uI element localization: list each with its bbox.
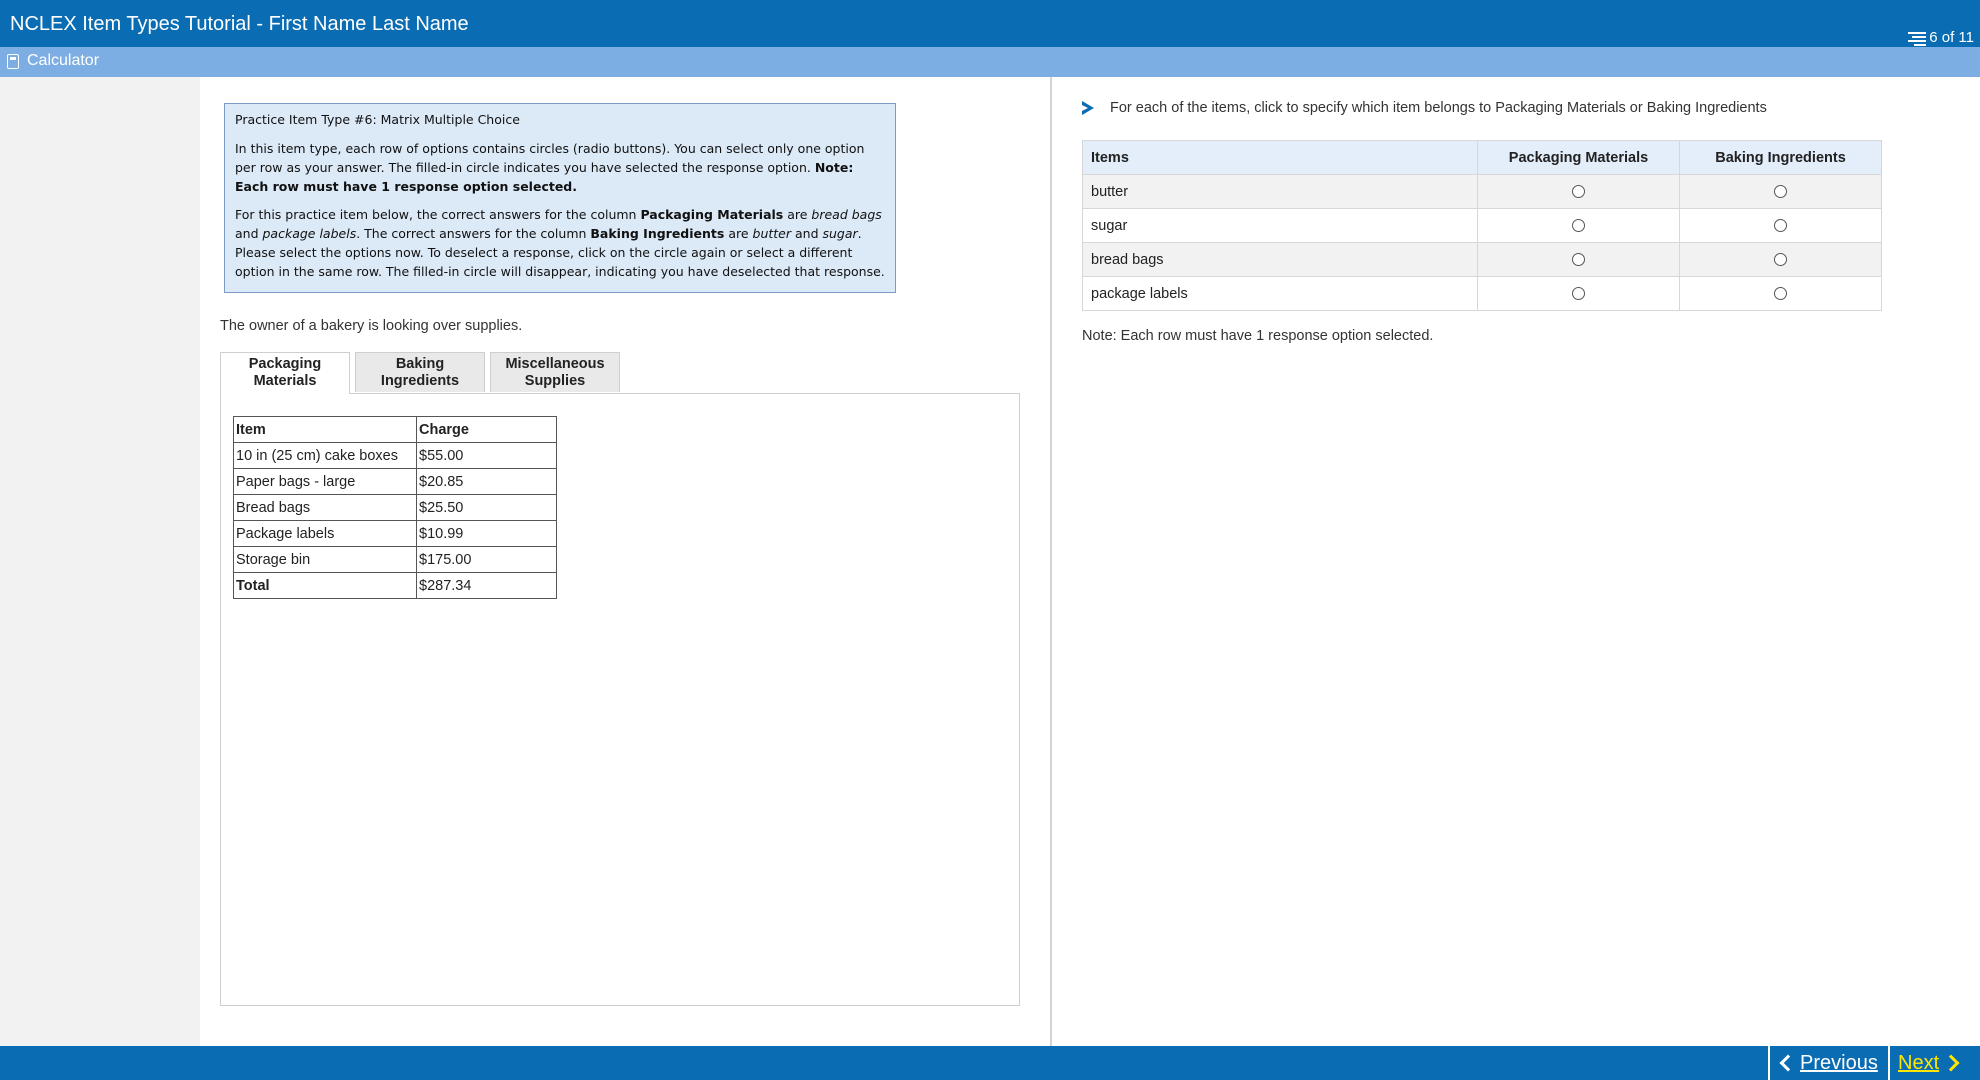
- radio-butter-baking[interactable]: [1774, 185, 1787, 198]
- table-row: [234, 547, 557, 573]
- tab-miscellaneous-supplies[interactable]: [490, 352, 620, 392]
- tab-panel: [220, 393, 1020, 1006]
- radio-cell: [1680, 175, 1882, 209]
- calculator-label: Calculator: [27, 52, 100, 69]
- item-counter-text: 6 of 11: [1929, 29, 1974, 46]
- radio-bread-bags-packaging[interactable]: [1572, 253, 1585, 266]
- chevron-right-icon: [1943, 1055, 1960, 1072]
- list-icon: [1908, 31, 1926, 45]
- tab-label-line: Packaging: [248, 356, 322, 372]
- total-label: [234, 573, 417, 599]
- radio-cell: [1478, 243, 1680, 277]
- charge-cell: $55.00: [417, 443, 557, 469]
- total-label-text: Total: [236, 577, 270, 594]
- table-header-row: [234, 417, 557, 443]
- item-cell: Package labels: [234, 521, 417, 547]
- tab-packaging-materials[interactable]: [220, 352, 350, 394]
- column-header-packaging: Packaging Materials: [1478, 141, 1680, 175]
- question-prompt-text: For each of the items, click to specify which item belongs to Packaging Materials or Baking Ingredients: [1110, 100, 1767, 116]
- matrix-row: [1083, 209, 1882, 243]
- table-row: [234, 469, 557, 495]
- instructions-paragraph-1: [235, 139, 885, 196]
- instructions-text: and: [791, 226, 823, 241]
- instructions-text: are: [783, 207, 812, 222]
- instructions-italic: butter: [752, 226, 792, 241]
- matrix-row-label: package labels: [1083, 277, 1478, 311]
- instructions-p1-text: In this item type, each row of options contains circles (radio buttons). You can select only one option per row as your answer. The filled-in circle indicates you have selected the response option.: [235, 141, 865, 175]
- column-header-item: Item: [234, 417, 417, 443]
- instructions-bold: Packaging Materials: [640, 207, 784, 222]
- radio-cell: [1478, 209, 1680, 243]
- instructions-text: . The correct answers for the column: [356, 226, 591, 241]
- column-header-charge: Charge: [417, 417, 557, 443]
- next-label: Next: [1898, 1051, 1940, 1074]
- calculator-button[interactable]: [7, 52, 99, 70]
- matrix-row-label: butter: [1083, 175, 1478, 209]
- item-counter: [1908, 29, 1974, 46]
- radio-butter-packaging[interactable]: [1572, 185, 1585, 198]
- column-header-baking: Baking Ingredients: [1680, 141, 1882, 175]
- item-cell: 10 in (25 cm) cake boxes: [234, 443, 417, 469]
- matrix-header-row: [1083, 141, 1882, 175]
- instructions-text: and: [235, 226, 263, 241]
- instructions-p1-note: Note: Each row must have 1 response option selected.: [235, 160, 854, 194]
- instructions-box: [224, 103, 896, 293]
- charge-cell: $10.99: [417, 521, 557, 547]
- table-row: [234, 521, 557, 547]
- instructions-bold: Baking Ingredients: [590, 226, 725, 241]
- radio-cell: [1478, 277, 1680, 311]
- window-title: NCLEX Item Types Tutorial - First Name Last Name: [10, 13, 469, 35]
- radio-sugar-baking[interactable]: [1774, 219, 1787, 232]
- radio-cell: [1680, 209, 1882, 243]
- next-button[interactable]: [1888, 1046, 1980, 1080]
- previous-button[interactable]: [1768, 1046, 1888, 1080]
- matrix-row-label: sugar: [1083, 209, 1478, 243]
- previous-label: Previous: [1800, 1051, 1878, 1074]
- instructions-text: . Please select the options now. To deselect a response, click on the circle again or select a different option in the same row. The filled-in circle will disappear, indicating you have deselected that response.: [235, 226, 885, 279]
- item-cell: Storage bin: [234, 547, 417, 573]
- supplies-table: [233, 416, 557, 599]
- matrix-row: [1083, 243, 1882, 277]
- radio-bread-bags-baking[interactable]: [1774, 253, 1787, 266]
- matrix-question-table: [1082, 140, 1882, 311]
- tab-label-line: Baking: [395, 356, 445, 372]
- tab-label-line: Miscellaneous: [505, 356, 605, 372]
- instructions-italic: bread bags: [811, 207, 882, 222]
- instructions-italic: package labels: [262, 226, 357, 241]
- tab-label-line: Materials: [253, 373, 317, 389]
- instructions-title: Practice Item Type #6: Matrix Multiple Choice: [235, 112, 520, 127]
- toolbar: [0, 47, 1980, 77]
- tab-label-line: Ingredients: [380, 373, 460, 389]
- charge-cell: $175.00: [417, 547, 557, 573]
- column-header-items: Items: [1083, 141, 1478, 175]
- left-gutter: [0, 77, 200, 1046]
- total-value: $287.34: [417, 573, 557, 599]
- instructions-italic: sugar: [822, 226, 858, 241]
- tab-label-line: Supplies: [524, 373, 586, 389]
- radio-package-labels-packaging[interactable]: [1572, 287, 1585, 300]
- matrix-row-label: bread bags: [1083, 243, 1478, 277]
- matrix-row: [1083, 277, 1882, 311]
- instructions-paragraph-2: [235, 205, 885, 281]
- pane-divider[interactable]: [1050, 77, 1052, 1046]
- charge-cell: $25.50: [417, 495, 557, 521]
- title-bar: [0, 0, 1980, 47]
- radio-cell: [1680, 243, 1882, 277]
- radio-package-labels-baking[interactable]: [1774, 287, 1787, 300]
- item-cell: Bread bags: [234, 495, 417, 521]
- instructions-text: are: [724, 226, 753, 241]
- chevron-left-icon: [1780, 1055, 1797, 1072]
- table-row: [234, 443, 557, 469]
- tab-baking-ingredients[interactable]: [355, 352, 485, 392]
- footer-bar: [0, 1046, 1980, 1080]
- calculator-icon: [7, 54, 19, 69]
- exhibit-tabs: [220, 352, 620, 394]
- table-row: [234, 495, 557, 521]
- radio-sugar-packaging[interactable]: [1572, 219, 1585, 232]
- charge-cell: $20.85: [417, 469, 557, 495]
- scenario-text: The owner of a bakery is looking over supplies.: [220, 318, 523, 334]
- item-cell: Paper bags - large: [234, 469, 417, 495]
- matrix-row: [1083, 175, 1882, 209]
- arrow-right-icon: [1082, 101, 1094, 115]
- question-prompt: [1082, 100, 1767, 116]
- table-total-row: [234, 573, 557, 599]
- response-note: Note: Each row must have 1 response option selected.: [1082, 328, 1434, 344]
- radio-cell: [1680, 277, 1882, 311]
- instructions-text: For this practice item below, the correct answers for the column: [235, 207, 641, 222]
- radio-cell: [1478, 175, 1680, 209]
